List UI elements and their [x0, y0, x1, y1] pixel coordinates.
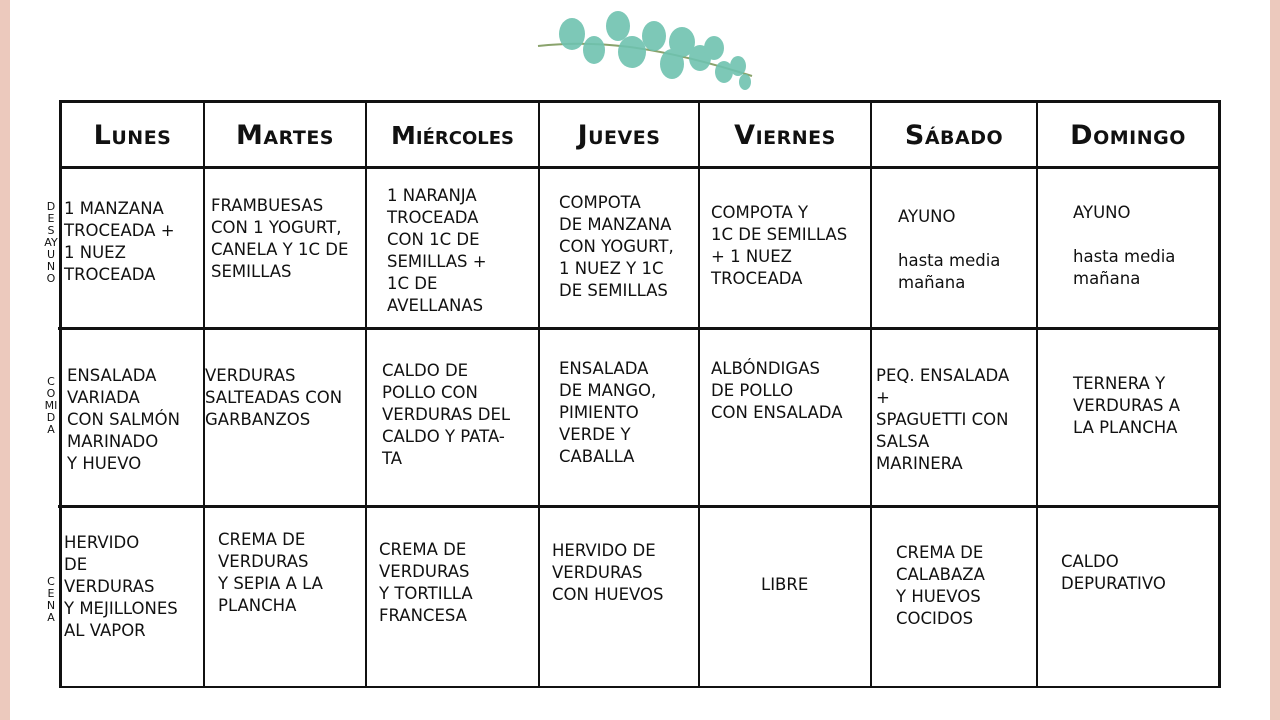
header-domingo: domingo: [1070, 119, 1186, 151]
header-viernes: viernes: [734, 119, 836, 151]
header-lunes: Lunes: [93, 119, 172, 151]
cell-comida-miercoles: CALDO DE POLLO CON VERDURAS DEL CALDO Y PATA- TA: [382, 361, 511, 468]
grid-line: [59, 100, 62, 688]
cell-cena-sabado: CREMA DE CALABAZA Y HUEVOS COCIDOS: [896, 543, 985, 628]
grid-line: [698, 100, 700, 688]
cell-comida-domingo: TERNERA Y VERDURAS A LA PLANCHA: [1073, 374, 1181, 437]
cell-comida-jueves: ENSALADA DE MANGO, PIMIENTO VERDE Y CABALLA: [559, 359, 657, 466]
grid-line: [365, 100, 367, 688]
cell-cena-martes: CREMA DE VERDURAS Y SEPIA A LA PLANCHA: [218, 530, 323, 615]
row-label-desayuno: DESAYUNO: [44, 200, 58, 285]
grid-line: [538, 100, 540, 688]
cell-comida-lunes: ENSALADA VARIADA CON SALMÓN MARINADO Y HUEVO: [67, 366, 180, 473]
cell-comida-martes: VERDURAS SALTEADAS CON GARBANZOS: [205, 366, 343, 429]
menu-page: [10, 0, 1270, 720]
row-label-cena: CENA: [46, 575, 56, 624]
grid-line: [870, 100, 872, 688]
header-martes: martes: [236, 119, 334, 151]
cell-cena-lunes: HERVIDO DE VERDURAS Y MEJILLONES AL VAPOR: [64, 533, 178, 640]
grid-line: [60, 686, 1220, 688]
grid-line: [1036, 100, 1038, 688]
cell-cena-jueves: HERVIDO DE VERDURAS CON HUEVOS: [552, 541, 664, 604]
header-jueves: jueves: [577, 119, 661, 151]
cell-cena-viernes: LIBRE: [761, 575, 809, 594]
grid-line: [58, 327, 1220, 330]
cell-desayuno-domingo: AYUNO hasta media mañana: [1073, 203, 1176, 288]
cell-cena-miercoles: CREMA DE VERDURAS Y TORTILLA FRANCESA: [379, 540, 473, 625]
cell-desayuno-miercoles: 1 NARANJA TROCEADA CON 1C DE SEMILLAS + 1C DE AVELLANAS: [387, 186, 487, 315]
cell-comida-viernes: ALBÓNDIGAS DE POLLO CON ENSALADA: [711, 359, 843, 422]
grid-line: [1218, 100, 1221, 688]
grid-line: [58, 505, 1220, 508]
header-miercoles: miércoles: [391, 120, 514, 150]
cell-desayuno-sabado: AYUNO hasta media mañana: [898, 207, 1001, 292]
header-sabado: sábado: [904, 119, 1004, 151]
cell-desayuno-lunes: 1 MANZANA TROCEADA + 1 NUEZ TROCEADA: [64, 199, 175, 284]
row-label-comida: COMIDA: [44, 375, 58, 436]
cell-cena-domingo: CALDO DEPURATIVO: [1061, 552, 1166, 593]
cell-comida-sabado: PEQ. ENSALADA + SPAGUETTI CON SALSA MARINERA: [876, 366, 1010, 473]
cell-desayuno-jueves: COMPOTA DE MANZANA CON YOGURT, 1 NUEZ Y 1C DE SEMILLAS: [559, 193, 674, 300]
cell-desayuno-viernes: COMPOTA Y 1C DE SEMILLAS + 1 NUEZ TROCEADA: [711, 203, 848, 288]
cell-desayuno-martes: FRAMBUESAS CON 1 YOGURT, CANELA Y 1C DE SEMILLAS: [211, 196, 349, 281]
